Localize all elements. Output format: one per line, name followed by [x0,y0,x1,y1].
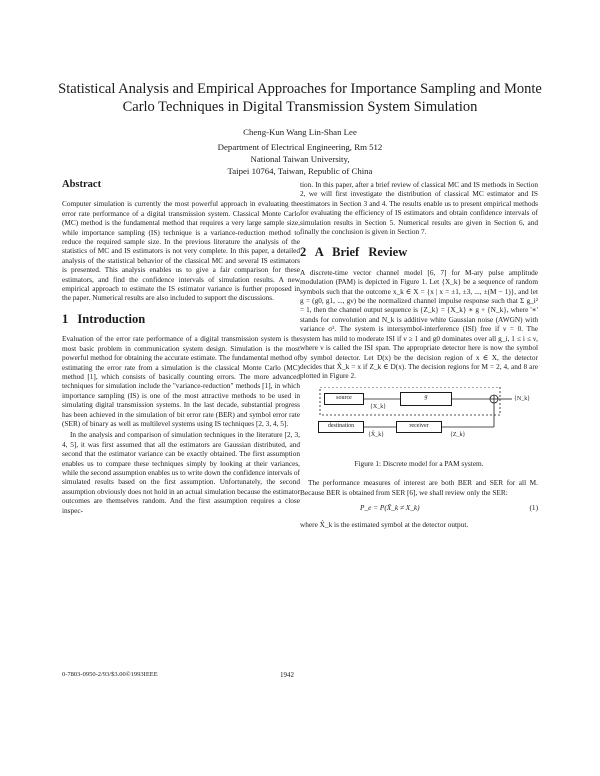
equation-number: (1) [529,502,538,512]
review-paragraph-1: A discrete-time vector channel model [6, 7] for M-ary pulse amplitude modulation (PAM) is depicted in Figure 1. Let {X_k} be a sequence of random symbols such that the outcome x_k ∈ X = {x | x = ±1, ±3, ..., ±(M − 1)}, and let g = (g0, g1, ..., gν) be the normalized channel impulse response such that Σ g_i² = 1, then the channel output sequence is {Z_k} = {X_k} ∗ g + {N_k}, where '∗' stands for convolution and N_k is additive white Gaussian noise (AWGN) with variance σ². The system is intersymbol-interference (ISI) free if ν = 0. The system has mild to moderate ISI if ν ≥ 1 and g0 dominates over all g_i, 1 ≤ i ≤ ν, where ν is called the ISI span. The appropriate detector here is now the symbol by symbol detector. Let D(x) be the decision region of x ∈ X, the detector decides that X̂_k = x if Z_k ∈ D(x). The decision regions for M = 2, 4, and 8 are plotted in Figure 2. [300,267,538,381]
zk-label: {Z_k} [450,431,466,438]
xhat-label: {X̂_k} [368,431,385,438]
intro-number: 1 [62,311,69,326]
affiliation-line-2: National Taiwan University, [250,154,350,164]
intro-heading [62,311,300,326]
receiver-box: receiver [396,421,442,433]
author-block [100,126,500,177]
affiliation-line-3: Taipei 10764, Taiwan, Republic of China [227,166,373,176]
affiliation-line-1: Department of Electrical Engineering, Rm 512 [217,142,383,152]
authors: Cheng-Kun Wang Lin-Shan Lee [243,127,357,137]
xk-label: {X_k} [370,403,387,410]
source-box: source [324,393,364,405]
intro-continuation: tion. In this paper, after a brief review of classical MC and IS methods in Section 2, we will first investigate the distribution of classical MC estimator and IS estimators in Section 3 and 4. The results enable us to present empirical methods for evaluating the efficiency of IS estimators and obtain confidence intervals of simulation results in Section 5. Numerical results are given in Section 6, and finally the conclusion is given in Section 7. [300,180,538,237]
intro-paragraph-1: Evaluation of the error rate performance of a digital transmission system is the most basic problem in communication system design. Simulation is the most powerful method for obtaining the accurate estimate. The fundamental method of estimating the error rate from a simulation is the classical Monte Carlo (MC) method [1], which consists of basically counting errors. The more advanced techniques for simulation include the "variance-reduction" methods [1], in which importance sampling (IS) is one of the most attractive methods to be used in simulating digital transmission systems. In the last decade, substantial progress has been achieved in the simulation of bit error rate (BER) and symbol error rate (SER) of binary as well as multilevel systems using IS techniques [2, 3, 4, 5]. [62,334,300,428]
equation-text: P_e = P(X̂_k ≠ X_k) [360,502,420,512]
paper-title [40,80,560,116]
review-number: 2 [300,245,307,260]
abstract-heading: Abstract [62,179,102,190]
review-heading [300,245,538,260]
intro-title: Introduction [77,311,146,326]
copyright-code: 0-7803-0950-2/93/$3.00©1993IEEE [62,671,158,678]
review-after-equation: where X̂_k is the estimated symbol at the detector output. [300,520,469,530]
figure-1 [300,387,538,453]
destination-box: destination [318,421,364,433]
intro-paragraph-2: In the analysis and comparison of simulation techniques in the literature [2, 3, 4, 5], it was first assumed that all the estimators are Gaussian distributed, and second that the estimator variance can be exactly obtained. The first assumption enables us to compare these techniques simply by looking at their variances, while the second assumption enables us to write down the confidence intervals of simulated results based on the first assumption. Unfortunately, the second assumption obviously does not hold in an actual simulation because the estimator outcomes are themselves random. And the first assumption requires a close inspec- [62,430,300,515]
abstract-text: Computer simulation is currently the most powerful approach in evaluating the error rate performance of a digital transmission system. Classical Monte Carlo (MC) method is the fundamental method that requires a very large sample size, while importance sampling (IS) technique is a variance-reduction method to reduce the required sample size. In the previous literature the analysis of the statistics of MC and IS estimators is not very complete. In this paper, a detailed analysis of the statistical behavior of the classical MC and several IS estimators is presented. This analysis enables us to give a fair comparison for these estimators, and find the confidence intervals of simulation results. A new empirical approach to estimate the IS estimator variance is further proposed in the paper. Numerical results are also included to support the discussions. [62,199,300,303]
review-title: A Brief Review [314,245,408,260]
title-line-2: Carlo Techniques in Digital Transmission System Simulation [122,99,478,115]
page-number: 1942 [280,671,294,679]
figure-caption: Figure 1: Discrete model for a PAM system. [354,458,484,468]
channel-g-box: g [400,392,452,406]
left-column [62,180,300,517]
title-line-1: Statistical Analysis and Empirical Approaches for Importance Sampling and Monte [58,81,542,97]
equation-1 [300,503,538,512]
right-column [300,180,538,532]
review-paragraph-2: The performance measures of interest are both BER and SER for all M. Because BER is obtained from SER [6], we shall review only the SER: [300,478,538,497]
nk-label: {N_k} [514,395,531,402]
